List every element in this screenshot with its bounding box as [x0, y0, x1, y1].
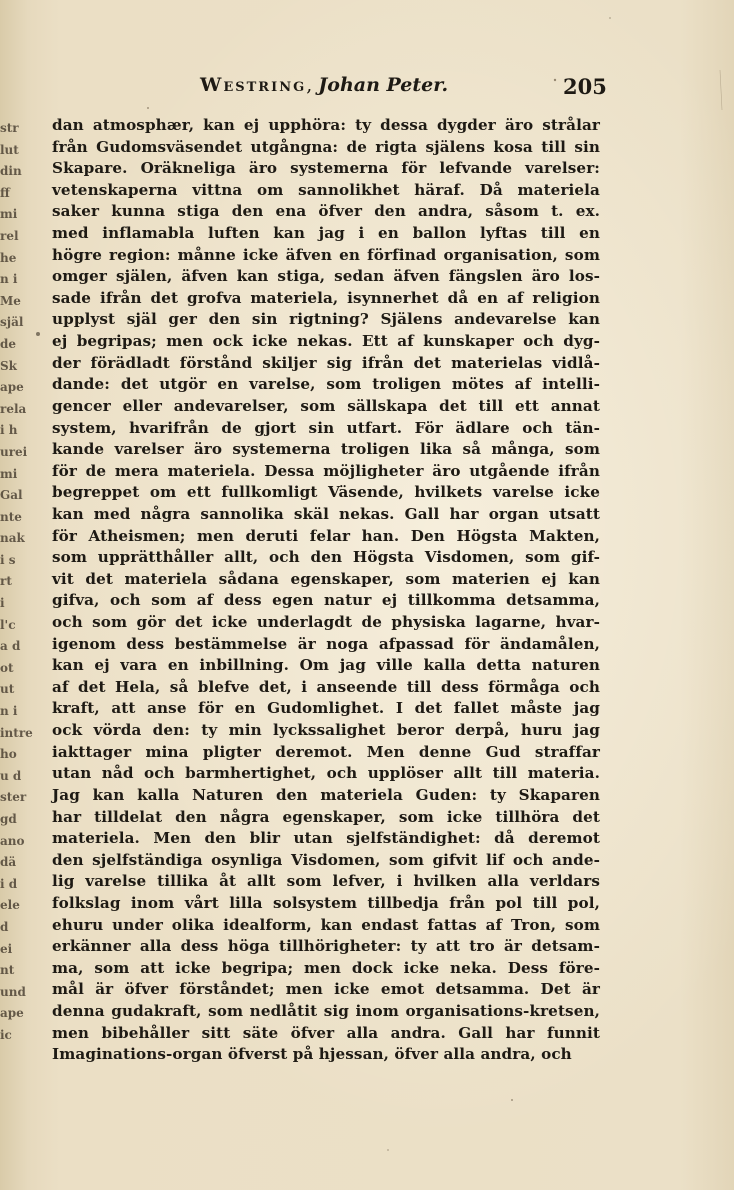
text-line: begreppet om ett fullkomligt Väsende, hvilkets varelse icke: [52, 483, 600, 502]
bleed-fragment: rel: [0, 228, 19, 243]
bleed-fragment: urei: [0, 444, 28, 459]
text-line: der förädladt förstånd skiljer sig ifrån det materielas vidlå-: [52, 353, 600, 372]
text-line: som upprätthåller allt, och den Högsta Visdomen, som gif-: [52, 548, 600, 567]
bleed-fragment: d: [0, 919, 9, 934]
page-number: 205: [563, 74, 607, 99]
text-line: ehuru under olika idealform, kan endast fattas af Tron, som: [52, 915, 600, 934]
speck: [511, 1099, 513, 1101]
bleed-fragment: rela: [0, 401, 27, 416]
text-line: ej begripas; men ock icke nekas. Ett af kunskaper och dyg-: [52, 332, 600, 351]
text-line: kan med några sannolika skäl nekas. Gall har organ utsatt: [52, 504, 600, 523]
bleed-fragment: ot: [0, 660, 14, 675]
text-line: folkslag inom vårt lilla solsystem tillbedja från pol till pol,: [52, 893, 600, 912]
speck: [609, 17, 611, 19]
text-line: från Gudomsväsendet utgångna: de rigta själens kosa till sin: [52, 137, 600, 156]
text-line: för Atheismen; men deruti felar han. Den Högsta Makten,: [52, 526, 600, 545]
text-line: har tilldelat den några egenskaper, som icke tillhöra det: [52, 807, 600, 826]
bleed-fragment: Gal: [0, 488, 23, 503]
bleed-fragment: mi: [0, 207, 18, 222]
text-line: vetenskaperna vittna om sannolikhet häraf. Då materiela: [52, 180, 600, 199]
bleed-fragment: i d: [0, 876, 18, 891]
text-line: af det Hela, så blefve det, i anseende till dess förmåga och: [52, 677, 600, 696]
text-line: dan atmosphær, kan ej upphöra: ty dessa dygder äro strålar: [52, 116, 600, 134]
crease-mark: [720, 70, 722, 110]
header-separator: ,: [306, 74, 313, 96]
text-line: utan nåd och barmhertighet, och upplöser allt till materia.: [52, 764, 600, 783]
bleed-fragment: ape: [0, 380, 24, 395]
bleed-fragment: ut: [0, 682, 15, 697]
text-line: upplyst själ ger den sin rigtning? Själens andevarelse kan: [52, 310, 600, 329]
body-text: [52, 115, 600, 1066]
bleed-fragment: nt: [0, 963, 15, 978]
header-surname: Westring: [200, 74, 307, 96]
bleed-fragment: ano: [0, 833, 25, 848]
text-line: system, hvarifrån de gjort sin utfart. För ädlare och tän-: [52, 418, 600, 437]
bleed-fragment: str: [0, 121, 19, 135]
text-line: omger själen, äfven kan stiga, sedan äfven fängslen äro los-: [52, 267, 600, 286]
text-line: kraft, att anse för en Gudomlighet. I det fallet måste jag: [52, 699, 600, 718]
bleed-fragment: Sk: [0, 358, 17, 373]
bleed-fragment: själ: [0, 315, 24, 330]
bleed-fragment: ho: [0, 747, 17, 762]
text-line: och som gör det icke underlagdt de physiska lagarne, hvar-: [52, 613, 600, 632]
text-line: kan ej vara en inbillning. Om jag ville kalla detta naturen: [52, 656, 600, 675]
bleed-fragment: de: [0, 336, 17, 351]
bleed-fragment: ic: [0, 1027, 12, 1042]
text-line: erkänner alla dess höga tillhörigheter: ty att tro är detsam-: [52, 937, 600, 956]
text-line: dande: det utgör en varelse, som troligen mötes af intelli-: [52, 375, 600, 394]
text-line: sade ifrån det grofva materiela, isynnerhet då en af religion: [52, 288, 600, 307]
bleed-fragment: ape: [0, 1006, 24, 1021]
bleed-fragment: rt: [0, 574, 12, 589]
bleed-fragment: din: [0, 164, 22, 179]
bleed-fragment: a d: [0, 639, 21, 654]
text-line: med inflamabla luften kan jag i en ballon lyftas till en: [52, 224, 600, 243]
bleed-fragment: intre: [0, 725, 33, 740]
speck: [36, 332, 40, 336]
running-header: [200, 74, 600, 104]
text-line: mål är öfver förståndet; men icke emot detsamma. Det är: [52, 980, 600, 999]
bleed-fragment: i s: [0, 552, 16, 567]
text-line: kande varelser äro systemerna troligen lika så många, som: [52, 440, 600, 459]
text-line: gifva, och som af dess egen natur ej tillkomma detsamma,: [52, 591, 600, 610]
text-line: ma, som att icke begripa; men dock icke neka. Dess före-: [52, 958, 600, 977]
bleed-fragment: ele: [0, 898, 20, 913]
bleed-fragment: ff: [0, 185, 10, 200]
bleed-fragment: ster: [0, 790, 27, 805]
adjacent-page-bleed: [0, 118, 33, 1047]
bleed-fragment: und: [0, 984, 26, 999]
bleed-fragment: mi: [0, 466, 18, 481]
text-line: gencer eller andevarelser, som sällskapa det till ett annat: [52, 396, 600, 415]
bleed-fragment: l'c: [0, 617, 16, 632]
bleed-fragment: i h: [0, 423, 18, 438]
header-given-name: Johan Peter.: [318, 74, 449, 96]
text-line: den sjelfständiga osynliga Visdomen, som gifvit lif och ande-: [52, 850, 600, 869]
bleed-fragment: nak: [0, 531, 25, 546]
text-line: för de mera materiela. Dessa möjligheter äro utgående ifrån: [52, 461, 600, 480]
text-line: denna gudakraft, som nedlåtit sig inom organisations-kretsen,: [52, 1001, 600, 1020]
bleed-fragment: u d: [0, 768, 22, 783]
bleed-fragment: nte: [0, 509, 22, 524]
text-line: högre region: månne icke äfven en förfinad organisation, som: [52, 245, 600, 264]
speck: [387, 1149, 389, 1151]
bleed-fragment: n i: [0, 704, 18, 719]
bleed-fragment: dä: [0, 855, 17, 870]
text-line: Imaginations-organ öfverst på hjessan, öfver alla andra, och: [52, 1045, 572, 1064]
text-line: Skapare. Oräkneliga äro systemerna för lefvande varelser:: [52, 159, 600, 178]
bleed-fragment: he: [0, 250, 17, 265]
text-line: Jag kan kalla Naturen den materiela Guden: ty Skaparen: [52, 785, 600, 804]
text-line: materiela. Men den blir utan sjelfständighet: då deremot: [52, 829, 600, 848]
text-line: saker kunna stiga den ena öfver den andra, såsom t. ex.: [52, 202, 600, 221]
text-line: igenom dess bestämmelse är noga afpassad för ändamålen,: [52, 634, 600, 653]
bleed-fragment: i: [0, 596, 5, 611]
bleed-fragment: Me: [0, 293, 21, 308]
text-line: lig varelse tillika åt allt som lefver, i hvilken alla verldars: [52, 872, 600, 891]
bleed-fragment: lut: [0, 142, 19, 157]
bleed-fragment: gd: [0, 812, 17, 826]
text-line: vit det materiela sådana egenskaper, som materien ej kan: [52, 569, 600, 588]
text-line: ock vörda den: ty min lyckssalighet beror derpå, huru jag: [52, 721, 600, 740]
text-line: iakttager mina pligter deremot. Men denne Gud straffar: [52, 742, 600, 761]
bleed-fragment: ei: [0, 941, 13, 956]
speck: [147, 107, 149, 109]
bleed-fragment: n i: [0, 272, 18, 287]
text-line: men bibehåller sitt säte öfver alla andra. Gall har funnit: [52, 1023, 600, 1042]
